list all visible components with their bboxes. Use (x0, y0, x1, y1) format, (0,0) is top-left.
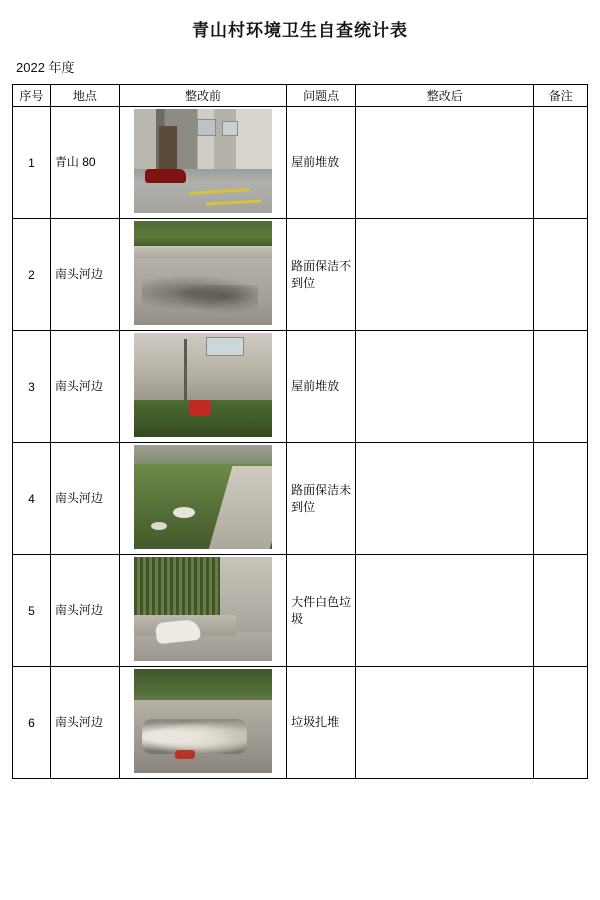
row-no: 3 (13, 331, 51, 443)
header-before: 整改前 (119, 85, 286, 107)
row-remark (534, 555, 588, 667)
row-no: 4 (13, 443, 51, 555)
row-issue: 垃圾扎堆 (287, 667, 356, 779)
table-row (13, 107, 588, 219)
row-after (356, 107, 534, 219)
row-before-photo-cell (119, 443, 286, 555)
row-after (356, 331, 534, 443)
parking-line-shape (189, 188, 250, 195)
row-after (356, 667, 534, 779)
row-remark (534, 443, 588, 555)
row-no: 2 (13, 219, 51, 331)
row-after (356, 219, 534, 331)
red-debris-shape (189, 400, 211, 417)
row-after (356, 443, 534, 555)
wall-red-object-photo (134, 333, 272, 437)
table-row (13, 331, 588, 443)
window-shape-2 (222, 121, 238, 135)
row-place: 南头河边 (50, 219, 119, 331)
row-place: 南头河边 (50, 443, 119, 555)
page-title: 青山村环境卫生自查统计表 (192, 21, 408, 40)
row-no: 5 (13, 555, 51, 667)
house-front-parking-photo (134, 109, 272, 213)
row-place: 南头河边 (50, 555, 119, 667)
header-after: 整改后 (356, 85, 534, 107)
table-row (13, 667, 588, 779)
row-issue: 大件白色垃圾 (287, 555, 356, 667)
header-no: 序号 (13, 85, 51, 107)
garbage-pile-shape (142, 719, 247, 754)
row-place: 青山 80 (50, 107, 119, 219)
year-label: 2022 年度 (16, 60, 75, 75)
row-place: 南头河边 (50, 331, 119, 443)
road-dirt-photo (134, 221, 272, 325)
header-remark: 备注 (534, 85, 588, 107)
row-remark (534, 219, 588, 331)
row-before-photo-cell (119, 107, 286, 219)
row-before-photo-cell (119, 667, 286, 779)
row-issue: 路面保洁未到位 (287, 443, 356, 555)
table-header-row (13, 85, 588, 107)
road-shape (134, 632, 272, 661)
grass-slope-path-photo (134, 445, 272, 549)
row-remark (534, 667, 588, 779)
window-shape (197, 119, 216, 136)
row-remark (534, 331, 588, 443)
red-car-shape (145, 169, 186, 183)
bamboo-fence-white-bag-photo (134, 557, 272, 661)
row-before-photo-cell (119, 219, 286, 331)
self-inspection-table (12, 84, 588, 779)
door-shape (159, 126, 177, 172)
row-remark (534, 107, 588, 219)
table-row (13, 555, 588, 667)
row-place: 南头河边 (50, 667, 119, 779)
header-place: 地点 (50, 85, 119, 107)
table-row (13, 443, 588, 555)
row-issue: 屋前堆放 (287, 331, 356, 443)
row-issue: 路面保洁不到位 (287, 219, 356, 331)
row-no: 1 (13, 107, 51, 219)
wall-shape (134, 246, 272, 258)
garbage-pile-photo (134, 669, 272, 773)
row-no: 6 (13, 667, 51, 779)
header-issue: 问题点 (287, 85, 356, 107)
parking-line-shape-2 (206, 199, 261, 205)
row-before-photo-cell (119, 555, 286, 667)
table-row (13, 219, 588, 331)
litter-shape (173, 507, 195, 517)
dirt-smudge-shape-2 (175, 285, 258, 312)
pole-shape (184, 339, 187, 399)
row-issue: 屋前堆放 (287, 107, 356, 219)
window-shape (206, 337, 244, 356)
row-after (356, 555, 534, 667)
row-before-photo-cell (119, 331, 286, 443)
red-debris-shape (175, 750, 194, 759)
